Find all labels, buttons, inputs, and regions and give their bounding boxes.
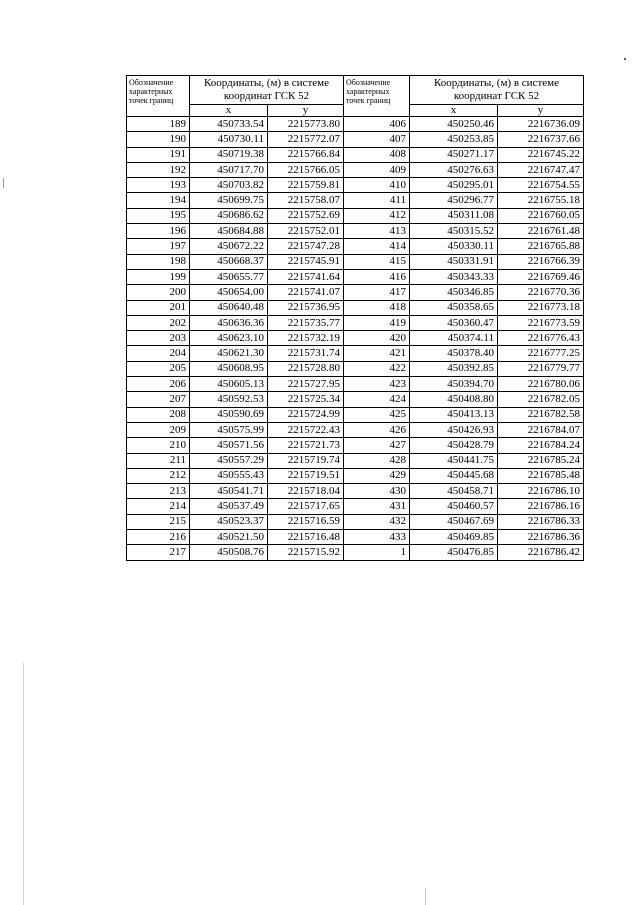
- coord-y: 2215716.48: [268, 530, 344, 545]
- point-number: 423: [344, 377, 410, 392]
- coord-y: 2216765.88: [498, 239, 584, 254]
- point-number: 409: [344, 162, 410, 177]
- point-number: 216: [127, 530, 190, 545]
- coord-y: 2216745.22: [498, 147, 584, 162]
- coord-y: 2216770.36: [498, 285, 584, 300]
- coord-y: 2215732.19: [268, 331, 344, 346]
- header-y: y: [498, 105, 584, 117]
- coord-x: 450276.63: [410, 162, 498, 177]
- coord-y: 2216776.43: [498, 331, 584, 346]
- table-row: [127, 117, 584, 132]
- header-x: x: [410, 105, 498, 117]
- table-row: [127, 545, 584, 560]
- coord-y: 2215758.07: [268, 193, 344, 208]
- table-header-row: [127, 76, 584, 105]
- coord-x: 450441.75: [410, 453, 498, 468]
- header-coords-label: Координаты, (м) в системе координат ГСК 52: [410, 76, 584, 105]
- coord-x: 450392.85: [410, 361, 498, 376]
- coord-y: 2216784.07: [498, 422, 584, 437]
- coord-y: 2215731.74: [268, 346, 344, 361]
- point-number: 427: [344, 438, 410, 453]
- point-number: 209: [127, 422, 190, 437]
- coord-x: 450541.71: [190, 484, 268, 499]
- coord-x: 450733.54: [190, 117, 268, 132]
- coord-x: 450476.85: [410, 545, 498, 560]
- point-number: 203: [127, 331, 190, 346]
- table-row: [127, 162, 584, 177]
- coord-x: 450467.69: [410, 514, 498, 529]
- point-number: 217: [127, 545, 190, 560]
- table-row: [127, 300, 584, 315]
- point-number: 210: [127, 438, 190, 453]
- coord-y: 2216755.18: [498, 193, 584, 208]
- coord-x: 450717.70: [190, 162, 268, 177]
- coord-y: 2216780.06: [498, 377, 584, 392]
- coord-x: 450374.11: [410, 331, 498, 346]
- coord-y: 2216747.47: [498, 162, 584, 177]
- point-number: 193: [127, 178, 190, 193]
- point-number: 207: [127, 392, 190, 407]
- table-row: [127, 331, 584, 346]
- coord-x: 450640.48: [190, 300, 268, 315]
- scan-mark: [23, 662, 24, 905]
- point-number: 424: [344, 392, 410, 407]
- coord-x: 450557.29: [190, 453, 268, 468]
- coord-x: 450331.91: [410, 254, 498, 269]
- coord-y: 2216769.46: [498, 269, 584, 284]
- header-x: x: [190, 105, 268, 117]
- coord-y: 2216786.16: [498, 499, 584, 514]
- coord-x: 450608.95: [190, 361, 268, 376]
- coord-x: 450343.33: [410, 269, 498, 284]
- table-row: [127, 392, 584, 407]
- point-number: 414: [344, 239, 410, 254]
- table-row: [127, 208, 584, 223]
- header-point-label: Обозначение характерных точек границ: [127, 76, 190, 117]
- coord-y: 2215741.64: [268, 269, 344, 284]
- coord-x: 450358.65: [410, 300, 498, 315]
- point-number: 201: [127, 300, 190, 315]
- coord-x: 450296.77: [410, 193, 498, 208]
- coord-x: 450592.53: [190, 392, 268, 407]
- coord-x: 450623.10: [190, 331, 268, 346]
- table-row: [127, 315, 584, 330]
- coord-y: 2215719.51: [268, 468, 344, 483]
- coord-x: 450730.11: [190, 132, 268, 147]
- table-row: [127, 147, 584, 162]
- point-number: 202: [127, 315, 190, 330]
- point-number: 189: [127, 117, 190, 132]
- header-y: y: [268, 105, 344, 117]
- coord-y: 2216773.59: [498, 315, 584, 330]
- table-row: [127, 468, 584, 483]
- table-row: [127, 407, 584, 422]
- point-number: 416: [344, 269, 410, 284]
- coord-y: 2215722.43: [268, 422, 344, 437]
- coord-x: 450655.77: [190, 269, 268, 284]
- coord-x: 450523.37: [190, 514, 268, 529]
- coord-x: 450469.85: [410, 530, 498, 545]
- point-number: 430: [344, 484, 410, 499]
- table-row: [127, 193, 584, 208]
- point-number: 198: [127, 254, 190, 269]
- table-row: [127, 346, 584, 361]
- coord-y: 2215759.81: [268, 178, 344, 193]
- coord-x: 450621.30: [190, 346, 268, 361]
- coord-x: 450508.76: [190, 545, 268, 560]
- point-number: 192: [127, 162, 190, 177]
- point-number: 426: [344, 422, 410, 437]
- table-row: [127, 178, 584, 193]
- coord-x: 450672.22: [190, 239, 268, 254]
- point-number: 214: [127, 499, 190, 514]
- table-row: [127, 438, 584, 453]
- header-point-label: Обозначение характерных точек границ: [344, 76, 410, 117]
- coord-x: 450703.82: [190, 178, 268, 193]
- point-number: 213: [127, 484, 190, 499]
- coord-y: 2215766.84: [268, 147, 344, 162]
- coord-y: 2216736.09: [498, 117, 584, 132]
- point-number: 411: [344, 193, 410, 208]
- point-number: 215: [127, 514, 190, 529]
- coord-y: 2216786.42: [498, 545, 584, 560]
- coord-x: 450458.71: [410, 484, 498, 499]
- point-number: 194: [127, 193, 190, 208]
- scan-speck: [624, 58, 626, 60]
- coord-y: 2215727.95: [268, 377, 344, 392]
- coord-x: 450394.70: [410, 377, 498, 392]
- coord-y: 2216782.05: [498, 392, 584, 407]
- coord-x: 450668.37: [190, 254, 268, 269]
- coord-x: 450537.49: [190, 499, 268, 514]
- coord-y: 2215741.07: [268, 285, 344, 300]
- coord-y: 2215715.92: [268, 545, 344, 560]
- point-number: 413: [344, 224, 410, 239]
- coordinates-table: [126, 75, 584, 561]
- coord-y: 2215766.05: [268, 162, 344, 177]
- coordinates-table-body: [127, 76, 584, 561]
- coord-x: 450311.08: [410, 208, 498, 223]
- coord-y: 2215745.91: [268, 254, 344, 269]
- table-row: [127, 254, 584, 269]
- point-number: 429: [344, 468, 410, 483]
- coord-x: 450413.13: [410, 407, 498, 422]
- coord-x: 450521.50: [190, 530, 268, 545]
- coord-x: 450253.85: [410, 132, 498, 147]
- point-number: 431: [344, 499, 410, 514]
- coord-x: 450575.99: [190, 422, 268, 437]
- point-number: 408: [344, 147, 410, 162]
- scan-mark: [3, 178, 4, 188]
- table-row: [127, 453, 584, 468]
- coord-y: 2216786.33: [498, 514, 584, 529]
- table-row: [127, 132, 584, 147]
- coord-x: 450686.62: [190, 208, 268, 223]
- table-row: [127, 377, 584, 392]
- table-row: [127, 269, 584, 284]
- point-number: 200: [127, 285, 190, 300]
- coord-y: 2216737.66: [498, 132, 584, 147]
- point-number: 208: [127, 407, 190, 422]
- coord-x: 450330.11: [410, 239, 498, 254]
- point-number: 422: [344, 361, 410, 376]
- point-number: 421: [344, 346, 410, 361]
- coord-y: 2216766.39: [498, 254, 584, 269]
- point-number: 420: [344, 331, 410, 346]
- point-number: 1: [344, 545, 410, 560]
- coord-x: 450408.80: [410, 392, 498, 407]
- coord-y: 2215747.28: [268, 239, 344, 254]
- point-number: 410: [344, 178, 410, 193]
- coord-y: 2216784.24: [498, 438, 584, 453]
- coord-x: 450719.38: [190, 147, 268, 162]
- coord-x: 450684.88: [190, 224, 268, 239]
- coord-y: 2215728.80: [268, 361, 344, 376]
- table-row: [127, 499, 584, 514]
- coord-x: 450426.93: [410, 422, 498, 437]
- table-row: [127, 224, 584, 239]
- coord-x: 450571.56: [190, 438, 268, 453]
- coord-x: 450654.00: [190, 285, 268, 300]
- table-row: [127, 361, 584, 376]
- point-number: 433: [344, 530, 410, 545]
- point-number: 415: [344, 254, 410, 269]
- point-number: 206: [127, 377, 190, 392]
- coord-x: 450360.47: [410, 315, 498, 330]
- point-number: 419: [344, 315, 410, 330]
- coord-x: 450590.69: [190, 407, 268, 422]
- coord-y: 2215752.69: [268, 208, 344, 223]
- table-row: [127, 530, 584, 545]
- header-coords-label: Координаты, (м) в системе координат ГСК 52: [190, 76, 344, 105]
- coord-x: 450346.85: [410, 285, 498, 300]
- coord-y: 2215736.95: [268, 300, 344, 315]
- point-number: 204: [127, 346, 190, 361]
- coord-x: 450378.40: [410, 346, 498, 361]
- point-number: 195: [127, 208, 190, 223]
- coord-y: 2215724.99: [268, 407, 344, 422]
- coord-y: 2216785.24: [498, 453, 584, 468]
- point-number: 418: [344, 300, 410, 315]
- coord-y: 2216761.48: [498, 224, 584, 239]
- coord-y: 2216786.36: [498, 530, 584, 545]
- coord-x: 450250.46: [410, 117, 498, 132]
- coord-x: 450605.13: [190, 377, 268, 392]
- coord-y: 2215735.77: [268, 315, 344, 330]
- coord-y: 2216777.25: [498, 346, 584, 361]
- point-number: 211: [127, 453, 190, 468]
- point-number: 205: [127, 361, 190, 376]
- point-number: 197: [127, 239, 190, 254]
- point-number: 407: [344, 132, 410, 147]
- coord-y: 2216773.18: [498, 300, 584, 315]
- coord-y: 2215725.34: [268, 392, 344, 407]
- coord-x: 450555.43: [190, 468, 268, 483]
- point-number: 417: [344, 285, 410, 300]
- coord-x: 450636.36: [190, 315, 268, 330]
- coord-y: 2216754.55: [498, 178, 584, 193]
- coord-y: 2215718.04: [268, 484, 344, 499]
- coord-y: 2215772.07: [268, 132, 344, 147]
- coord-y: 2215721.73: [268, 438, 344, 453]
- point-number: 190: [127, 132, 190, 147]
- point-number: 191: [127, 147, 190, 162]
- coord-y: 2216779.77: [498, 361, 584, 376]
- point-number: 412: [344, 208, 410, 223]
- coord-y: 2215716.59: [268, 514, 344, 529]
- table-row: [127, 484, 584, 499]
- point-number: 428: [344, 453, 410, 468]
- coord-x: 450295.01: [410, 178, 498, 193]
- scan-mark: [425, 888, 426, 905]
- coord-x: 450428.79: [410, 438, 498, 453]
- coord-y: 2215752.01: [268, 224, 344, 239]
- point-number: 212: [127, 468, 190, 483]
- table-row: [127, 514, 584, 529]
- coord-y: 2215719.74: [268, 453, 344, 468]
- coord-x: 450445.68: [410, 468, 498, 483]
- point-number: 199: [127, 269, 190, 284]
- point-number: 406: [344, 117, 410, 132]
- coord-y: 2216760.05: [498, 208, 584, 223]
- coord-y: 2215717.65: [268, 499, 344, 514]
- point-number: 432: [344, 514, 410, 529]
- coord-x: 450460.57: [410, 499, 498, 514]
- table-row: [127, 285, 584, 300]
- point-number: 425: [344, 407, 410, 422]
- table-row: [127, 239, 584, 254]
- point-number: 196: [127, 224, 190, 239]
- coord-y: 2216782.58: [498, 407, 584, 422]
- coord-x: 450699.75: [190, 193, 268, 208]
- coord-x: 450315.52: [410, 224, 498, 239]
- coord-y: 2216785.48: [498, 468, 584, 483]
- coord-y: 2215773.80: [268, 117, 344, 132]
- coord-y: 2216786.10: [498, 484, 584, 499]
- table-row: [127, 422, 584, 437]
- coord-x: 450271.17: [410, 147, 498, 162]
